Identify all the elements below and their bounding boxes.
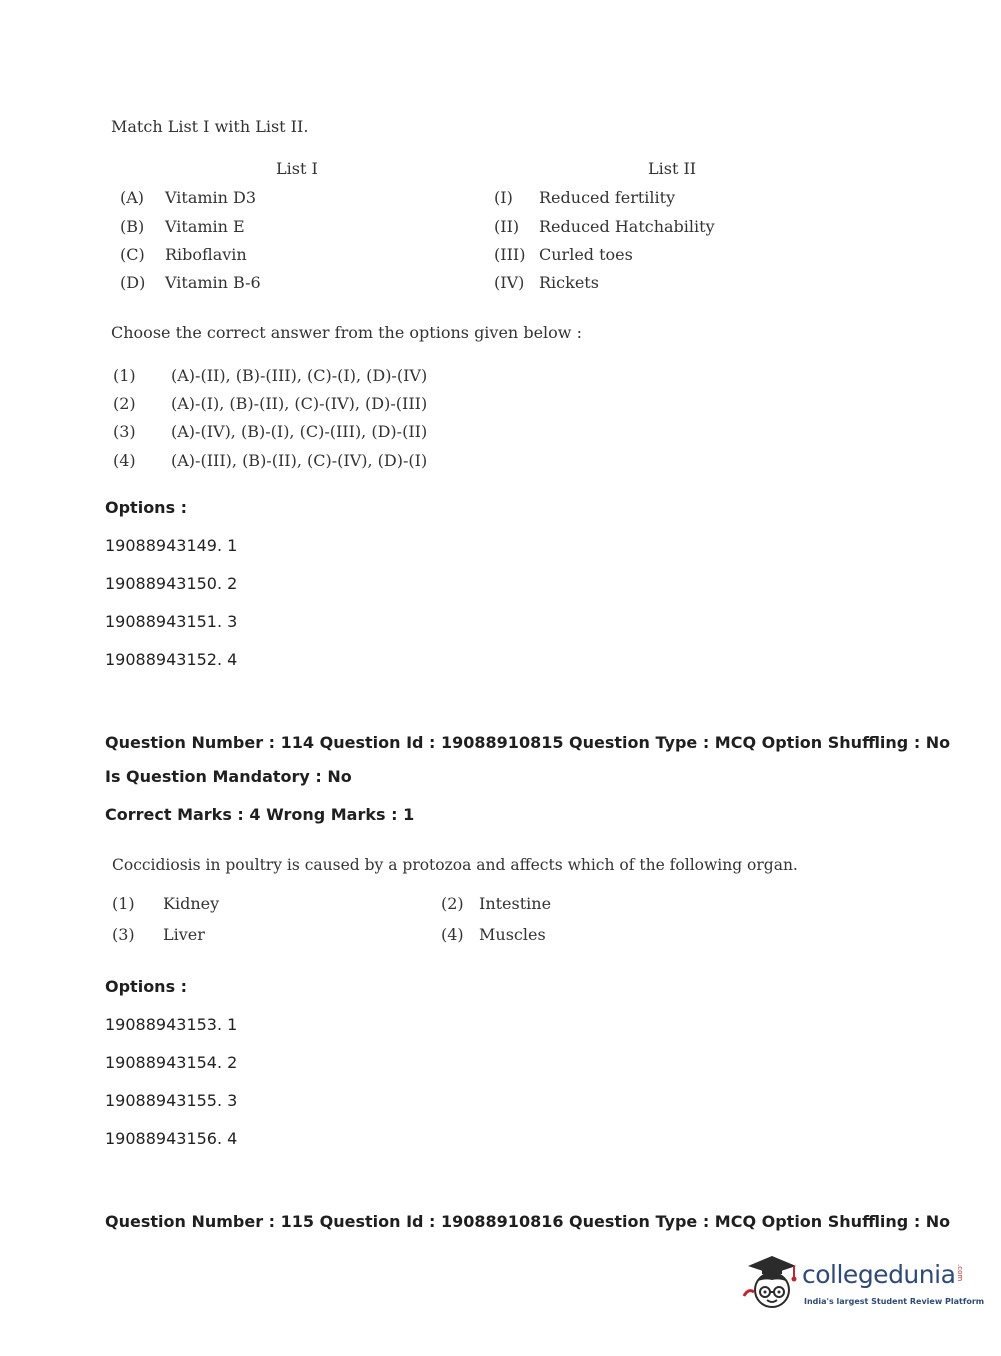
q114-choice-text-1: Kidney	[163, 894, 220, 913]
q113-choose-text: Choose the correct answer from the options given below :	[111, 323, 582, 342]
q113-choice-text-2: (A)-(I), (B)-(II), (C)-(IV), (D)-(III)	[171, 394, 428, 413]
q113-options-label: Options :	[105, 498, 188, 517]
list2-item-iii: Curled toes	[539, 245, 633, 264]
q114-marks: Correct Marks : 4 Wrong Marks : 1	[105, 805, 415, 824]
q113-choice-text-3: (A)-(IV), (B)-(I), (C)-(III), (D)-(II)	[171, 422, 428, 441]
q114-choice-num-1: (1)	[112, 894, 135, 913]
q114-header: Question Number : 114 Question Id : 19088910815 Question Type : MCQ Option Shuffling : No	[105, 733, 951, 752]
list1-item-b: Vitamin E	[165, 217, 245, 236]
q114-option-id-1: 19088943153. 1	[105, 1015, 238, 1034]
q114-mandatory: Is Question Mandatory : No	[105, 767, 352, 786]
q113-prompt: Match List I with List II.	[111, 117, 309, 136]
list1-key-d: (D)	[120, 273, 146, 292]
q114-choice-num-3: (3)	[112, 925, 135, 944]
list2-key-iii: (III)	[494, 245, 526, 264]
list1-item-c: Riboflavin	[165, 245, 247, 264]
q113-choice-num-2: (2)	[113, 394, 136, 413]
q113-choice-num-4: (4)	[113, 451, 136, 470]
list1-key-a: (A)	[120, 188, 145, 207]
q114-choice-text-2: Intestine	[479, 894, 552, 913]
q114-choice-text-4: Muscles	[479, 925, 546, 944]
list1-key-c: (C)	[120, 245, 145, 264]
q113-choice-text-1: (A)-(II), (B)-(III), (C)-(I), (D)-(IV)	[171, 366, 428, 385]
list2-key-ii: (II)	[494, 217, 520, 236]
q113-choice-num-1: (1)	[113, 366, 136, 385]
q114-choice-num-2: (2)	[441, 894, 464, 913]
logo-wordmark: collegedunia	[802, 1260, 956, 1289]
q114-option-id-2: 19088943154. 2	[105, 1053, 238, 1072]
q113-option-id-2: 19088943150. 2	[105, 574, 238, 593]
list2-key-iv: (IV)	[494, 273, 525, 292]
q114-choice-text-3: Liver	[163, 925, 205, 944]
list1-item-d: Vitamin B-6	[165, 273, 261, 292]
list2-item-ii: Reduced Hatchability	[539, 217, 715, 236]
list2-item-i: Reduced fertility	[539, 188, 676, 207]
q113-choice-num-3: (3)	[113, 422, 136, 441]
list2-item-iv: Rickets	[539, 273, 599, 292]
logo-suffix: .com	[956, 1264, 964, 1282]
q113-option-id-3: 19088943151. 3	[105, 612, 238, 631]
list2-key-i: (I)	[494, 188, 513, 207]
list1-heading: List I	[276, 159, 318, 178]
collegedunia-logo	[742, 1250, 985, 1320]
q113-option-id-4: 19088943152. 4	[105, 650, 238, 669]
q113-choice-text-4: (A)-(III), (B)-(II), (C)-(IV), (D)-(I)	[171, 451, 428, 470]
q114-choice-num-4: (4)	[441, 925, 464, 944]
list1-item-a: Vitamin D3	[165, 188, 257, 207]
q115-header: Question Number : 115 Question Id : 19088910816 Question Type : MCQ Option Shuffling : No	[105, 1212, 951, 1231]
q114-prompt: Coccidiosis in poultry is caused by a protozoa and affects which of the following organ.	[112, 856, 798, 874]
list1-key-b: (B)	[120, 217, 145, 236]
logo-tagline: India's largest Student Review Platform	[804, 1297, 985, 1306]
q113-option-id-1: 19088943149. 1	[105, 536, 238, 555]
mascot-icon	[742, 1252, 800, 1316]
q114-options-label: Options :	[105, 977, 188, 996]
q114-option-id-4: 19088943156. 4	[105, 1129, 238, 1148]
q114-option-id-3: 19088943155. 3	[105, 1091, 238, 1110]
list2-heading: List II	[648, 159, 697, 178]
